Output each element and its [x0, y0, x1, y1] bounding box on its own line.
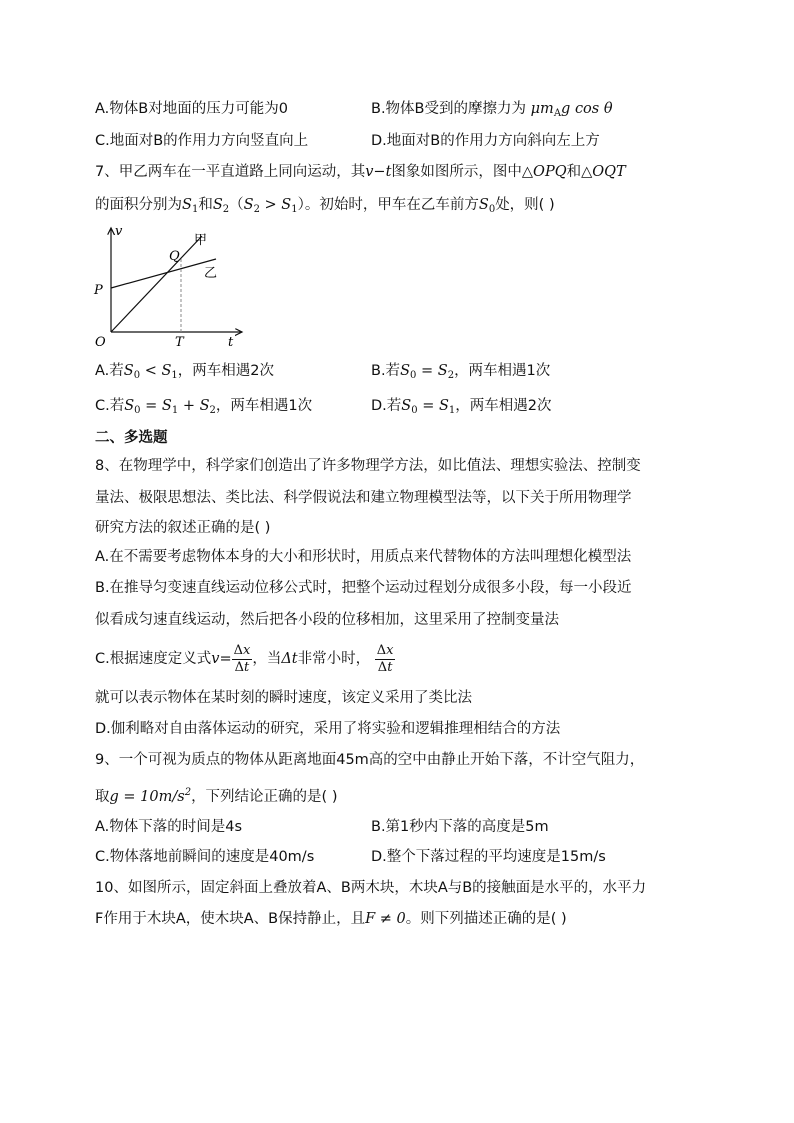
q8-option-b-line1: B.在推导匀变速直线运动位移公式时，把整个运动过程划分成很多小段，每一小段近 [95, 580, 632, 596]
q8-option-c-line1: C.根据速度定义式v= $\frac{\Delta x}{\Delta t}$ ，当Δt非常小时， $\frac{\Delta x}{\Delta t}$ [95, 642, 394, 675]
q8-option-c-line2: 就可以表示物体在某时刻的瞬时速度，该定义采用了类比法 [95, 690, 472, 706]
q7-option-c: C.若$S_0 = S_1 + S_2$，两车相遇1次 [95, 398, 313, 416]
q6-option-b-formula: $\mu m_Ag$ cos θ [530, 101, 613, 119]
fraction-dx-dt-2: $\frac{\Delta x}{\Delta t}$ [376, 642, 394, 675]
q8-option-b-line2: 似看成匀速直线运动，然后把各小段的位移相加，这里采用了控制变量法 [95, 612, 559, 628]
q9-option-c: C.物体落地前瞬间的速度是40m/s [95, 849, 315, 865]
q7-option-a: A.若$S_0 < S_1$，两车相遇2次 [95, 363, 275, 381]
q9-stem-line2: 取$g = 10m/s^2$，下列结论正确的是( ) [95, 787, 338, 805]
q7-option-b: B.若$S_0 = S_2$，两车相遇1次 [371, 363, 551, 381]
label-v: v [115, 224, 123, 239]
q6-option-b [371, 99, 613, 124]
fraction-dx-dt: $\frac{\Delta x}{\Delta t}$ [233, 642, 251, 675]
line-yi [111, 259, 216, 288]
q9-option-b: B.第1秒内下落的高度是5m [371, 819, 549, 835]
q9-option-a: A.物体下落的时间是4s [95, 819, 243, 835]
q6-option-b-text: B.物体B受到的摩擦力为 [371, 101, 527, 117]
vt-graph [92, 222, 252, 350]
label-o: O [95, 335, 106, 350]
section-title-multiple-choice: 二、多选题 [95, 430, 168, 446]
q7-stem-line2: 的面积分别为$S_1$和$S_2(S_2 > S_1)$。初始时，甲车在乙车前方$S_0$处，则( ) [95, 197, 555, 215]
q8-stem-line3: 研究方法的叙述正确的是( ) [95, 520, 271, 536]
q8-stem-line1: 8、在物理学中，科学家们创造出了许多物理学方法，如比值法、理想实验法、控制变 [95, 458, 641, 474]
q7-option-d: D.若$S_0 = S_1$，两车相遇2次 [371, 398, 552, 416]
q10-stem-line1: 10、如图所示，固定斜面上叠放着A、B两木块，木块A与B的接触面是水平的，水平力 [95, 880, 647, 896]
label-q: Q [169, 249, 180, 264]
q8-option-d: D.伽利略对自由落体运动的研究，采用了将实验和逻辑推理相结合的方法 [95, 721, 561, 737]
q9-option-d: D.整个下落过程的平均速度是15m/s [371, 849, 606, 865]
q9-stem-line1: 9、一个可视为质点的物体从距离地面45m高的空中由静止开始下落，不计空气阻力， [95, 752, 645, 768]
label-t: t [228, 335, 234, 350]
q8-option-a: A.在不需要考虑物体本身的大小和形状时，用质点来代替物体的方法叫理想化模型法 [95, 549, 632, 565]
q10-stem-line2: F作用于木块A，使木块A、B保持静止，且F ≠ 0。则下列描述正确的是( ) [95, 911, 567, 927]
q8-stem-line2: 量法、极限思想法、类比法、科学假说法和建立物理模型法等，以下关于所用物理学 [95, 490, 632, 506]
q6-option-d: D.地面对B的作用力方向斜向左上方 [371, 133, 600, 149]
q7-stem-line1: 7、甲乙两车在一平直道路上同向运动，其v−t图象如图所示，图中△OPQ和△OQT [95, 164, 626, 180]
label-p: P [94, 283, 103, 298]
label-yi: 乙 [204, 266, 218, 281]
gravity-formula: $g = 10m/s^2$ [109, 787, 192, 805]
q6-option-c: C.地面对B的作用力方向竖直向上 [95, 133, 309, 149]
label-t-point: T [175, 335, 184, 350]
label-jia: 甲 [194, 233, 208, 248]
q6-option-a: A.物体B对地面的压力可能为0 [95, 101, 288, 117]
